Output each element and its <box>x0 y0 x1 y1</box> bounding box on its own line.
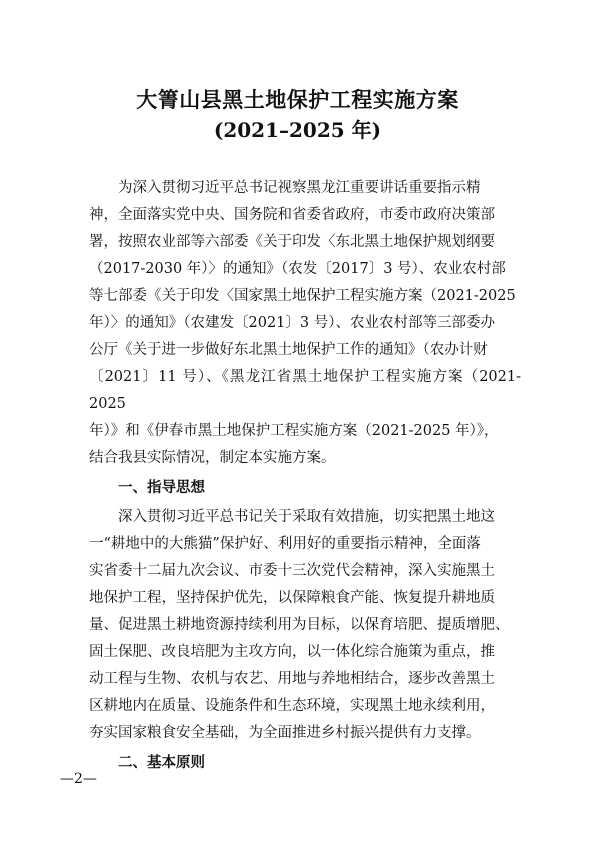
section1-line: 深入贯彻习近平总书记关于采取有效措施，切实把黑土地这 <box>118 509 495 525</box>
section1-line: 量、促进黑土耕地资源持续利用为目标，以保育培肥、提质增肥、 <box>89 617 510 633</box>
intro-line: 为深入贯彻习近平总书记视察黑龙江重要讲话重要指示精 <box>118 180 481 196</box>
section1-line: 一“耕地中的大熊猫”保护好、利用好的重要指示精神，全面落 <box>89 536 481 552</box>
intro-line: 署，按照农业部等六部委《关于印发〈东北黑土地保护规划纲要 <box>89 234 495 250</box>
document-body <box>89 175 521 779</box>
document-subtitle: (2021–2025 年) <box>213 118 382 142</box>
title-block <box>0 86 595 144</box>
section1-line: 固土保肥、改良培肥为主攻方向，以一体化综合施策为重点，推 <box>89 644 495 660</box>
intro-line: 年）〉的通知》（农建发〔2021〕3 号）、农业农村部等三部委办 <box>89 315 495 331</box>
document-title: 大箐山县黑土地保护工程实施方案 <box>136 87 459 112</box>
intro-paragraph <box>89 175 521 472</box>
intro-line: （2017-2030 年）〉的通知》（农发〔2017〕3 号）、农业农村部 <box>89 261 506 277</box>
section1-line: 实省委十二届九次会议、市委十三次党代会精神，深入实施黑土 <box>89 563 495 579</box>
section1-paragraph <box>89 504 521 747</box>
intro-line: 等七部委《关于印发〈国家黑土地保护工程实施方案（2021-2025 <box>89 288 516 304</box>
section1-line: 夯实国家粮食安全基础，为全面推进乡村振兴提供有力支撑。 <box>89 725 481 741</box>
section1-line: 地保护工程，坚持保护优先，以保障粮食产能、恢复提升耕地质 <box>89 590 495 606</box>
page-number: —2— <box>60 771 97 787</box>
section-heading-basic-principles: 二、基本原则 <box>118 755 205 771</box>
section1-line: 动工程与生物、农机与农艺、用地与养地相结合，逐步改善黑土 <box>89 671 495 687</box>
intro-line: 年）》和《伊春市黑土地保护工程实施方案（2021-2025 年）》， <box>89 423 499 439</box>
section-heading-guiding-ideology: 一、指导思想 <box>118 480 205 496</box>
intro-line: 神，全面落实党中央、国务院和省委省政府，市委市政府决策部 <box>89 207 495 223</box>
section1-line: 区耕地内在质量、设施条件和生态环境，实现黑土地永续利用， <box>89 698 495 714</box>
intro-line: 〔2021〕11 号）、《黑龙江省黑土地保护工程实施方案（2021-2025 <box>89 369 521 412</box>
intro-line: 结合我县实际情况，制定本实施方案。 <box>89 450 336 466</box>
intro-line: 公厅《关于进一步做好东北黑土地保护工作的通知》（农办计财 <box>89 342 488 358</box>
